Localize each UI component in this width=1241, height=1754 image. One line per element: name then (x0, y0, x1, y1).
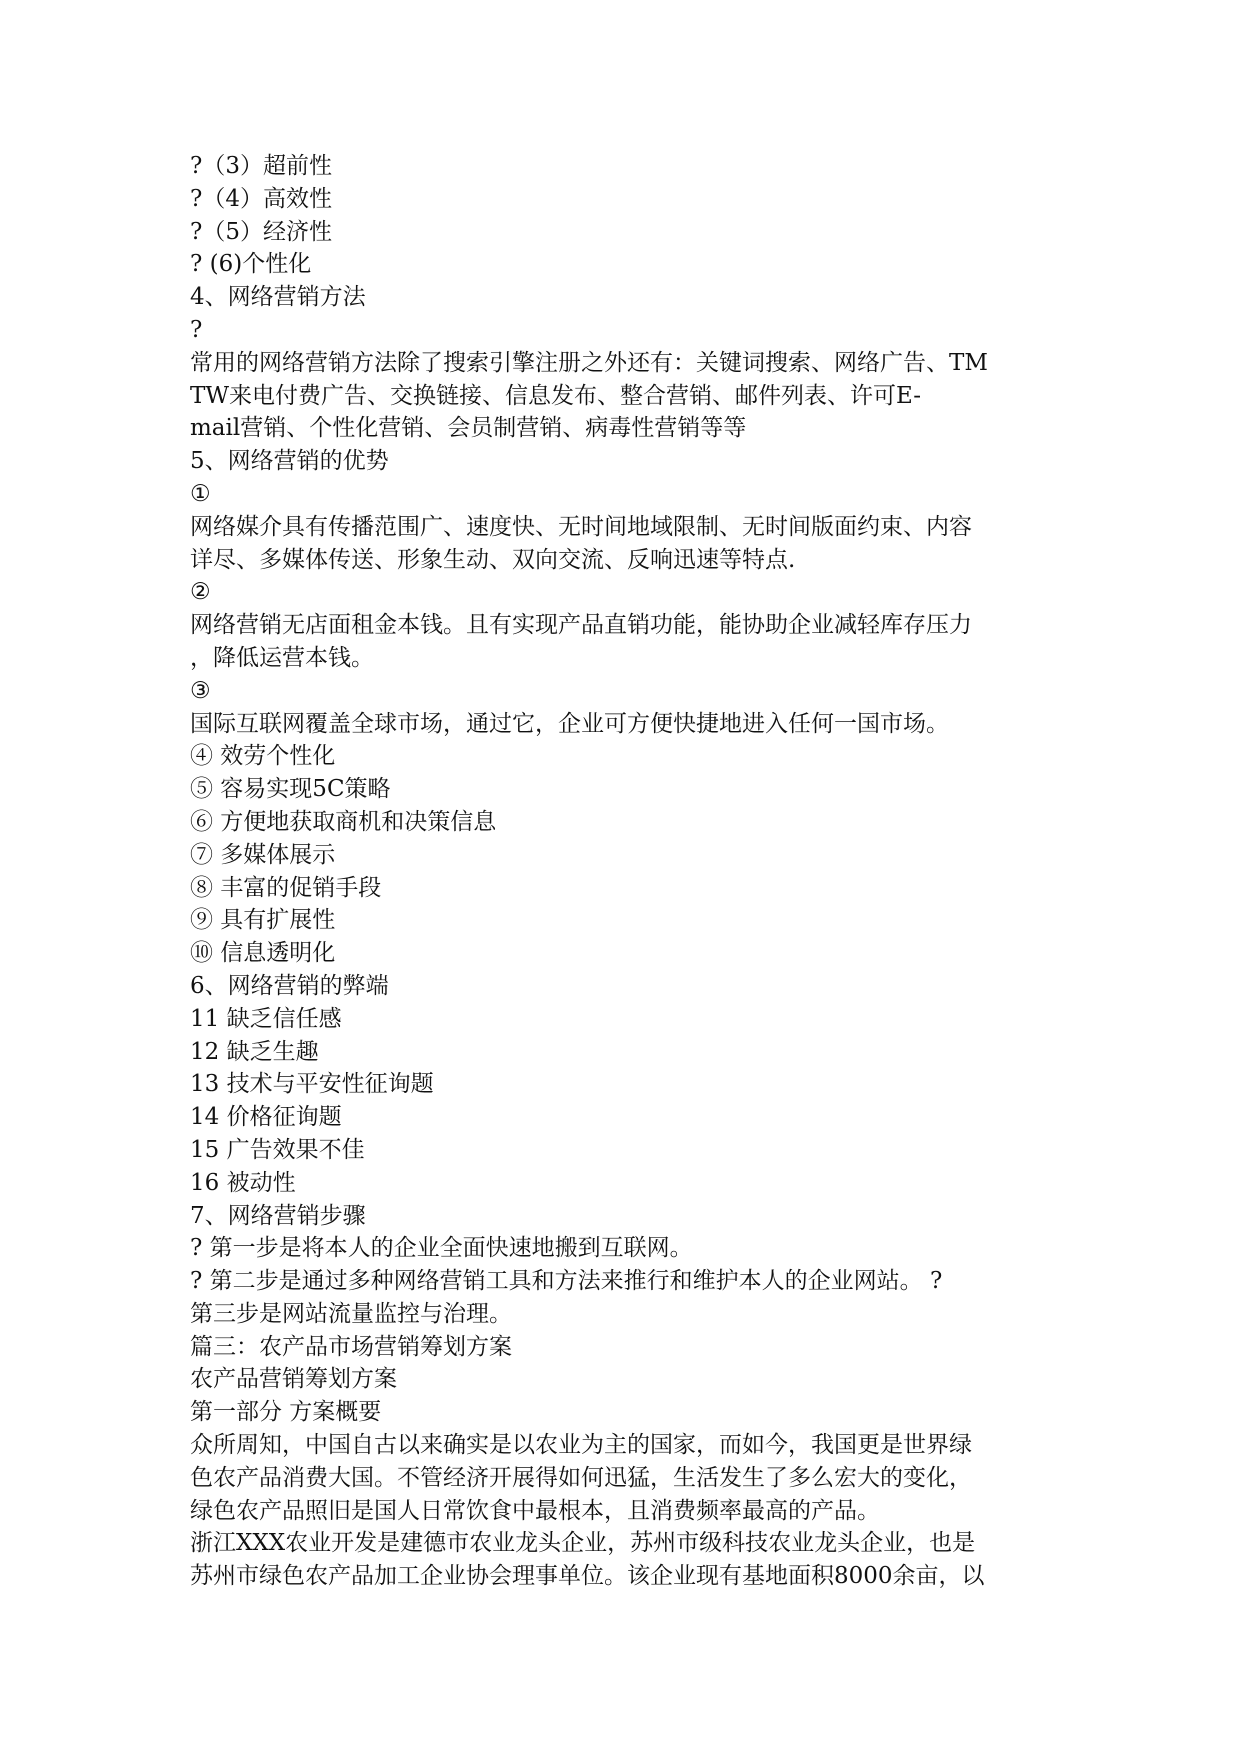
text-line: ?（3）超前性 (190, 153, 332, 179)
section-heading: 4、网络营销方法 (190, 284, 366, 311)
list-item: 14 价格征询题 (190, 1104, 342, 1131)
list-item: ⑧ 丰富的促销手段 (190, 874, 382, 901)
list-item: 15 广告效果不佳 (190, 1136, 365, 1163)
list-item: ⑦ 多媒体展示 (190, 841, 336, 868)
text-line: 色农产品消费大国。不管经济开展得如何迅猛，生活发生了多么宏大的变化， (190, 1464, 972, 1491)
text-line: 苏州市绿色农产品加工企业协会理事单位。该企业现有基地面积8000余亩，以 (190, 1563, 985, 1590)
text-line: 绿色农产品照旧是国人日常饮食中最根本，且消费频率最高的产品。 (190, 1497, 880, 1524)
section-heading: 7、网络营销步骤 (190, 1202, 366, 1229)
list-item: ⑩ 信息透明化 (190, 940, 336, 967)
text-line: ?（4）高效性 (190, 185, 332, 212)
section-heading: 篇三：农产品市场营销筹划方案 (190, 1333, 512, 1360)
text-line: ，降低运营本钱。 (190, 644, 374, 671)
text-line: ② (190, 579, 211, 606)
list-item: 11 缺乏信任感 (190, 1005, 342, 1032)
text-line: ? (190, 316, 203, 343)
text-line: 网络营销无店面租金本钱。且有实现产品直销功能，能协助企业减轻库存压力 (190, 612, 972, 639)
text-line: mail营销、个性化营销、会员制营销、病毒性营销等等 (190, 415, 747, 442)
text-line: ?（5）经济性 (190, 218, 332, 245)
section-heading: 6、网络营销的弊端 (190, 972, 389, 999)
text-line: 网络媒介具有传播范围广、速度快、无时间地域限制、无时间版面约束、内容 (190, 513, 972, 540)
list-item: ⑥ 方便地获取商机和决策信息 (190, 808, 497, 835)
section-heading: 5、网络营销的优势 (190, 448, 389, 475)
text-line: ? 第二步是通过多种网络营销工具和方法来推行和维护本人的企业网站。 ? (190, 1268, 943, 1295)
text-line: ③ (190, 677, 211, 704)
text-line: ? 第一步是将本人的企业全面快速地搬到互联网。 (190, 1235, 693, 1262)
text-line: ? (6)个性化 (190, 251, 312, 278)
list-item: 16 被动性 (190, 1169, 296, 1196)
text-line: 常用的网络营销方法除了搜索引擎注册之外还有：关键词搜索、网络广告、TM (190, 349, 988, 376)
text-line: 国际互联网覆盖全球市场，通过它，企业可方便快捷地进入任何一国市场。 (190, 710, 949, 737)
list-item: 13 技术与平安性征询题 (190, 1071, 434, 1098)
text-line: 浙江XXX农业开发是建德市农业龙头企业，苏州市级科技农业龙头企业，也是 (190, 1530, 976, 1557)
text-line: 众所周知，中国自古以来确实是以农业为主的国家，而如今，我国更是世界绿 (190, 1432, 972, 1459)
list-item: ⑤ 容易实现5C策略 (190, 776, 391, 803)
document-body (190, 150, 1070, 1593)
list-item: 12 缺乏生趣 (190, 1038, 319, 1065)
text-line: ① (190, 480, 211, 507)
text-line: 详尽、多媒体传送、形象生动、双向交流、反响迅速等特点. (190, 546, 796, 573)
text-line: TW来电付费广告、交换链接、信息发布、整合营销、邮件列表、许可E- (190, 382, 921, 409)
list-item: ⑨ 具有扩展性 (190, 907, 336, 934)
text-line: 第三步是网站流量监控与治理。 (190, 1300, 512, 1327)
section-heading: 第一部分 方案概要 (190, 1399, 382, 1426)
list-item: ④ 效劳个性化 (190, 743, 336, 770)
section-heading: 农产品营销筹划方案 (190, 1366, 397, 1393)
